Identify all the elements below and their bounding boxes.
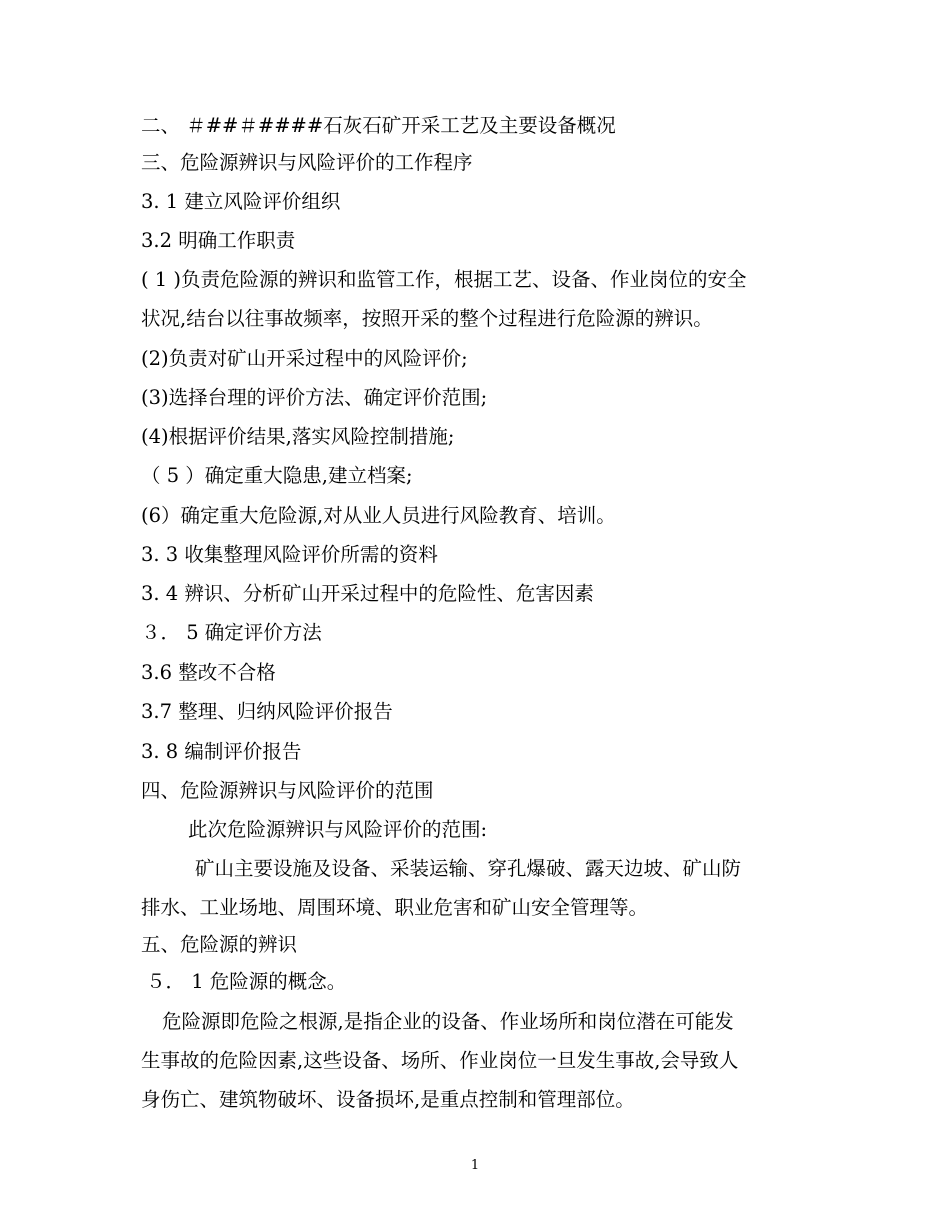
subsection-3-6: 3.6 整改不合格 bbox=[141, 661, 276, 684]
subsection-3-8: 3. 8 编制评价报告 bbox=[141, 740, 302, 763]
section-heading-3: 三、危险源辨识与风险评价的工作程序 bbox=[141, 151, 473, 174]
definition-paragraph: 危险源即危险之根源,是指企业的设备、作业场所和岗位潜在可能发 bbox=[162, 1010, 734, 1033]
subsection-3-2: 3.2 明确工作职责 bbox=[141, 229, 296, 252]
scope-paragraph: 矿山主要设施及设备、采装运输、穿孔爆破、露天边坡、矿山防 bbox=[195, 857, 742, 880]
section-heading-5: 五、危险源的辨识 bbox=[141, 933, 298, 956]
duty-item-1: ( 1 )负责危险源的辨识和监管工作，根据工艺、设备、作业岗位的安全 bbox=[141, 268, 747, 291]
scope-intro: 此次危险源辨识与风险评价的范围: bbox=[188, 818, 488, 841]
subsection-3-3: 3. 3 收集整理风险评价所需的资料 bbox=[141, 543, 438, 566]
duty-item-2: (2)负责对矿山开采过程中的风险评价; bbox=[141, 347, 468, 370]
duty-item-4: (4)根据评价结果,落实风险控制措施; bbox=[141, 425, 455, 448]
subsection-3-5: ３． 5 确定评价方法 bbox=[141, 621, 322, 644]
scope-paragraph-continued: 排水、工业场地、周围环境、职业危害和矿山安全管理等。 bbox=[141, 896, 649, 919]
duty-item-5: （ 5 ）确定重大隐患,建立档案; bbox=[141, 464, 413, 487]
subsection-3-4: 3. 4 辨识、分析矿山开采过程中的危险性、危害因素 bbox=[141, 582, 594, 605]
duty-item-3: (3)选择台理的评价方法、确定评价范围; bbox=[141, 386, 488, 409]
subsection-3-1: 3. 1 建立风险评价组织 bbox=[141, 190, 341, 213]
page-number: 1 bbox=[470, 1158, 480, 1173]
duty-item-6: (6）确定重大危险源,对从业人员进行风险教育、培训。 bbox=[141, 504, 616, 527]
subsection-5-1: ５． 1 危险源的概念。 bbox=[146, 970, 347, 993]
definition-paragraph-line-2: 生事故的危险因素,这些设备、场所、作业岗位一旦发生事故,会导致人 bbox=[141, 1049, 739, 1072]
subsection-3-7: 3.7 整理、归纳风险评价报告 bbox=[141, 700, 393, 723]
duty-item-1-continued: 状况,结台以往事故频率，按照开采的整个过程进行危险源的辨识。 bbox=[141, 307, 713, 330]
definition-paragraph-line-3: 身伤亡、建筑物破坏、设备损坏,是重点控制和管理部位。 bbox=[141, 1088, 635, 1111]
section-heading-4: 四、危险源辨识与风险评价的范围 bbox=[141, 779, 434, 802]
section-heading-2: 二、 ＃##＃####石灰石矿开采工艺及主要设备概况 bbox=[141, 114, 616, 137]
